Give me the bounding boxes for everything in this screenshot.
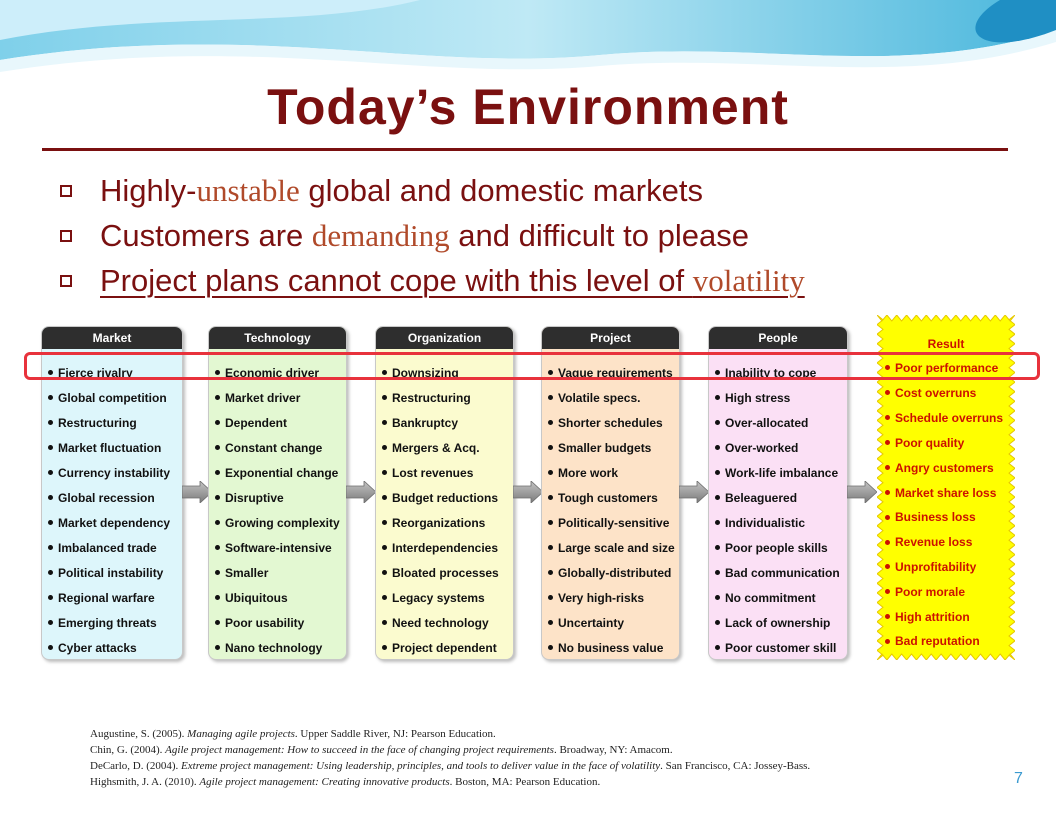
bullet-dot-icon [715,595,720,600]
list-item-text: Shorter schedules [558,415,663,430]
bullet-dot-icon [885,589,890,594]
bullet-dot-icon [548,620,553,625]
list-item [48,510,170,535]
result-item-text: Unprofitability [895,559,977,574]
list-item-text: Dependent [225,415,288,430]
list-item [215,535,340,560]
title-divider [42,148,1008,151]
bullet-dot-icon [215,520,220,525]
bullet-dot-icon [548,495,553,500]
bullet-dot-icon [548,545,553,550]
bullet-dot-icon [715,420,720,425]
bullet-dot-icon [885,540,890,545]
bullet-dot-icon [215,595,220,600]
bullet-dot-icon [548,445,553,450]
list-item [715,635,840,660]
bullet-dot-icon [885,639,890,644]
result-item [885,405,1003,430]
list-item-text: No business value [558,640,664,655]
list-item [215,585,340,610]
list-item-text: No commitment [725,590,816,605]
panel-list [548,360,675,660]
bullet-dot-icon [548,420,553,425]
list-item [715,435,840,460]
panel-list [382,360,499,660]
list-item [382,635,499,660]
bullet-dot-icon [885,564,890,569]
reference-item: Chin, G. (2004). Agile project management: How to succeed in the face of changing project requirements. Broadway, NY: Amacom. [90,744,673,756]
bullet-dot-icon [382,620,387,625]
result-item-text: Angry customers [895,460,994,475]
bullet-item [60,258,805,303]
list-item [548,435,675,460]
header-wave-decoration [0,0,1056,90]
bullet-dot-icon [48,420,53,425]
bullet-dot-icon [382,520,387,525]
bullet-dot-icon [48,620,53,625]
list-item [48,485,170,510]
list-item [382,460,499,485]
list-item-text: Politically-sensitive [558,515,670,530]
bullet-dot-icon [382,595,387,600]
result-item [885,629,1003,654]
list-item [215,560,340,585]
reference-item: DeCarlo, D. (2004). Extreme project management: Using leadership, principles, and tools to deliver value in the face of volatility. San Francisco, CA: Jossey-Bass. [90,760,811,772]
list-item-text: Economic driver [225,365,320,380]
result-item-text: High attrition [895,609,970,624]
result-item-text: Market share loss [895,485,997,500]
bullet-dot-icon [715,645,720,650]
square-bullet-icon [60,185,72,197]
list-item [382,485,499,510]
result-item-text: Cost overruns [895,385,977,400]
list-item [715,535,840,560]
bullet-dot-icon [215,570,220,575]
bullet-list [60,168,805,303]
list-item-text: Project dependent [392,640,497,655]
list-item [48,385,170,410]
list-item-text: Poor customer skill [725,640,837,655]
list-item-text: Over-allocated [725,415,809,430]
highlight-row-outline [24,352,1040,380]
bullet-text: Project plans cannot cope with this level of volatility [100,262,805,298]
slide-title: Today’s Environment [267,79,789,135]
bullet-dot-icon [382,495,387,500]
square-bullet-icon [60,230,72,242]
result-item [885,455,1003,480]
bullet-dot-icon [885,390,890,395]
list-item [715,410,840,435]
list-item-text: Over-worked [725,440,799,455]
bullet-dot-icon [48,495,53,500]
result-item-text: Poor quality [895,435,965,450]
list-item [215,385,340,410]
panel-header: Technology [209,327,346,349]
flow-arrow-icon [346,481,376,503]
bullet-dot-icon [548,645,553,650]
list-item-text: More work [558,465,619,480]
bullet-dot-icon [48,595,53,600]
result-item [885,555,1003,580]
bullet-text: Highly-unstable global and domestic markets [100,172,703,208]
result-item [885,604,1003,629]
list-item [715,485,840,510]
list-item [48,585,170,610]
list-item-text: Market driver [225,390,301,405]
page-number: 7 [1014,770,1023,787]
panel-header: Project [542,327,679,349]
bullet-dot-icon [382,645,387,650]
list-item [48,410,170,435]
list-item [382,535,499,560]
list-item [382,435,499,460]
list-item [382,610,499,635]
list-item-text: Poor people skills [725,540,828,555]
list-item-text: Bankruptcy [392,415,459,430]
bullet-dot-icon [48,395,53,400]
list-item-text: Imbalanced trade [58,540,157,555]
list-item [215,510,340,535]
bullet-dot-icon [215,545,220,550]
list-item-text: Restructuring [392,390,471,405]
bullet-dot-icon [885,515,890,520]
list-item [48,635,170,660]
list-item-text: Uncertainty [558,615,625,630]
bullet-dot-icon [382,420,387,425]
result-item-text: Poor morale [895,584,966,599]
list-item [548,385,675,410]
list-item [715,585,840,610]
list-item-text: Lack of ownership [725,615,831,630]
list-item-text: Global recession [58,490,155,505]
result-item [885,380,1003,405]
panel-list [715,360,840,660]
bullet-text: Customers are demanding and difficult to please [100,217,749,253]
bullet-dot-icon [48,470,53,475]
bullet-dot-icon [48,570,53,575]
list-item-text: Restructuring [58,415,137,430]
bullet-dot-icon [48,645,53,650]
bullet-dot-icon [885,465,890,470]
result-item [885,480,1003,505]
bullet-dot-icon [885,490,890,495]
bullet-dot-icon [715,570,720,575]
bullet-dot-icon [215,420,220,425]
list-item [48,435,170,460]
list-item [382,510,499,535]
list-item [215,635,340,660]
bullet-dot-icon [48,520,53,525]
bullet-dot-icon [382,395,387,400]
list-item [48,610,170,635]
list-item-text: Large scale and size [558,540,675,555]
list-item-text: Market dependency [58,515,171,530]
bullet-dot-icon [548,520,553,525]
result-item-text: Poor performance [895,360,999,375]
list-item [215,460,340,485]
list-item-text: Nano technology [225,640,323,655]
bullet-dot-icon [715,495,720,500]
list-item [548,510,675,535]
bullet-dot-icon [715,470,720,475]
bullet-dot-icon [548,570,553,575]
list-item [548,560,675,585]
list-item-text: Vague requirements [558,365,673,380]
flow-arrow-icon [679,481,709,503]
list-item [48,535,170,560]
panel-list [215,360,340,660]
panel-header: Organization [376,327,513,349]
list-item [548,460,675,485]
bullet-dot-icon [885,415,890,420]
bullet-dot-icon [715,445,720,450]
bullet-dot-icon [48,545,53,550]
bullet-dot-icon [215,645,220,650]
list-item-text: Individualistic [725,515,806,530]
list-item-text: Fierce rivalry [58,365,133,380]
bullet-dot-icon [715,545,720,550]
list-item-text: Tough customers [558,490,658,505]
bullet-dot-icon [382,570,387,575]
bullet-dot-icon [48,445,53,450]
list-item [382,585,499,610]
list-item-text: Software-intensive [225,540,332,555]
bullet-dot-icon [215,495,220,500]
bullet-dot-icon [548,595,553,600]
bullet-dot-icon [548,470,553,475]
list-item-text: Very high-risks [558,590,645,605]
result-item [885,430,1003,455]
list-item-text: Legacy systems [392,590,485,605]
list-item-text: Budget reductions [392,490,499,505]
list-item [715,560,840,585]
bullet-dot-icon [382,445,387,450]
list-item-text: Globally-distributed [558,565,672,580]
list-item [715,510,840,535]
bullet-item [60,213,805,258]
list-item [548,610,675,635]
list-item-text: Need technology [392,615,489,630]
bullet-dot-icon [715,520,720,525]
list-item-text: Emerging threats [58,615,157,630]
panel-header: People [709,327,847,349]
square-bullet-icon [60,275,72,287]
list-item [215,435,340,460]
list-item [215,610,340,635]
bullet-dot-icon [885,440,890,445]
result-item-text: Schedule overruns [895,410,1004,425]
list-item [715,460,840,485]
list-item [215,485,340,510]
list-item-text: Ubiquitous [225,590,288,605]
list-item-text: High stress [725,390,791,405]
list-item-text: Disruptive [225,490,284,505]
list-item-text: Downsizing [392,365,459,380]
bullet-dot-icon [215,470,220,475]
result-header: Result [927,337,965,351]
list-item-text: Market fluctuation [58,440,162,455]
result-item [885,505,1003,530]
list-item [215,410,340,435]
list-item-text: Smaller budgets [558,440,652,455]
list-item [715,610,840,635]
panel-header: Market [42,327,182,349]
list-item [548,535,675,560]
list-item [48,560,170,585]
list-item-text: Work-life imbalance [725,465,839,480]
list-item [548,585,675,610]
panel-list [48,360,170,660]
list-item [548,635,675,660]
result-item-text: Business loss [895,510,976,525]
list-item [382,410,499,435]
list-item-text: Bad communication [725,565,840,580]
list-item-text: Global competition [58,390,167,405]
bullet-dot-icon [382,545,387,550]
list-item-text: Political instability [58,565,164,580]
bullet-dot-icon [215,445,220,450]
list-item [715,385,840,410]
reference-item: Augustine, S. (2005). Managing agile projects. Upper Saddle River, NJ: Pearson Education. [90,728,496,740]
list-item-text: Interdependencies [392,540,499,555]
list-item-text: Currency instability [58,465,171,480]
bullet-dot-icon [215,620,220,625]
list-item [48,460,170,485]
list-item-text: Inability to cope [725,365,817,380]
list-item-text: Mergers & Acq. [392,440,480,455]
list-item-text: Reorganizations [392,515,486,530]
reference-item: Highsmith, J. A. (2010). Agile project management: Creating innovative products. Boston, MA: Pearson Education. [90,776,601,788]
bullet-dot-icon [885,614,890,619]
bullet-dot-icon [715,620,720,625]
list-item-text: Exponential change [225,465,339,480]
list-item-text: Bloated processes [392,565,499,580]
bullet-dot-icon [548,395,553,400]
bullet-item [60,168,805,213]
list-item [548,410,675,435]
flow-arrow-icon [513,481,543,503]
bullet-dot-icon [715,395,720,400]
list-item-text: Cyber attacks [58,640,137,655]
bullet-dot-icon [382,470,387,475]
list-item-text: Beleaguered [725,490,798,505]
result-item-text: Bad reputation [895,634,980,649]
bullet-dot-icon [215,395,220,400]
references [90,726,810,790]
result-item-text: Revenue loss [895,535,973,550]
result-item [885,579,1003,604]
list-item-text: Lost revenues [392,465,474,480]
list-item [382,385,499,410]
list-item [548,485,675,510]
list-item-text: Volatile specs. [558,390,641,405]
list-item-text: Smaller [225,565,269,580]
list-item-text: Poor usability [225,615,305,630]
list-item-text: Constant change [225,440,323,455]
flow-arrow-icon [847,481,877,503]
result-list [885,355,1003,654]
list-item-text: Growing complexity [225,515,340,530]
result-item [885,530,1003,555]
list-item [382,560,499,585]
list-item-text: Regional warfare [58,590,155,605]
